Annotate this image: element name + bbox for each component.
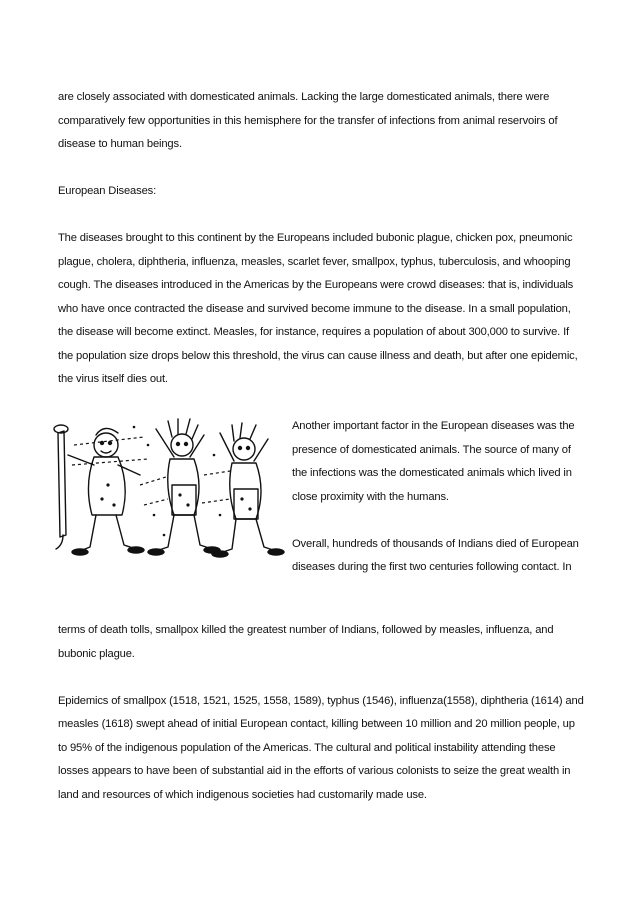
section-heading: European Diseases: [58,185,157,197]
paragraph-overall-start: Overall, hundreds of thousands of Indians died of European diseases during the first two centuries following contact. In [292,537,579,573]
paragraph-epidemics: Epidemics of smallpox (1518, 1521, 1525, 1558, 1589), typhus (1546), influenza(1558), diphtheria (1614) and measles (1618) swept ahead of initial European contact, killing between 10 million and 20 million people, up to 95% of the indigenous population of the Americas. The cultural and political instability attending these losses appears to have been of substantial aid in the efforts of various colonists to seize the great wealth in land and resources of which indigenous societies had customarily made use. [58,694,584,801]
figure-row [58,415,584,619]
side-text-column [292,415,588,603]
paragraph-domesticated-animals: Another important factor in the European diseases was the presence of domesticated animals. The source of many of the infections was the domesticated animals which lived in close proximity with the humans. [292,420,575,503]
document-page [58,86,584,831]
paragraph-intro: are closely associated with domesticated animals. Lacking the large domesticated animals, there were comparatively few opportunities in this hemisphere for the transfer of infections from animal reservoirs of disease to human beings. [58,91,558,150]
paragraph-overall-continued: terms of death tolls, smallpox killed the greatest number of Indians, followed by measles, influenza, and bubonic plague. [58,624,554,660]
cartoon-figures-icon [44,415,292,561]
paragraph-diseases: The diseases brought to this continent by the Europeans included bubonic plague, chicken pox, pneumonic plague, cholera, diphtheria, influenza, measles, scarlet fever, smallpox, typhus, tuberculosis, and whooping cough. The diseases introduced in the Americas by the Europeans were crowd diseases: that is, individuals who have once contracted the disease and survived become immune to the disease. In a small population, the disease will become extinct. Measles, for instance, requires a population of about 300,000 to survive. If the population size drops below this threshold, the virus can cause illness and death, but after one epidemic, the virus itself dies out. [58,232,578,385]
